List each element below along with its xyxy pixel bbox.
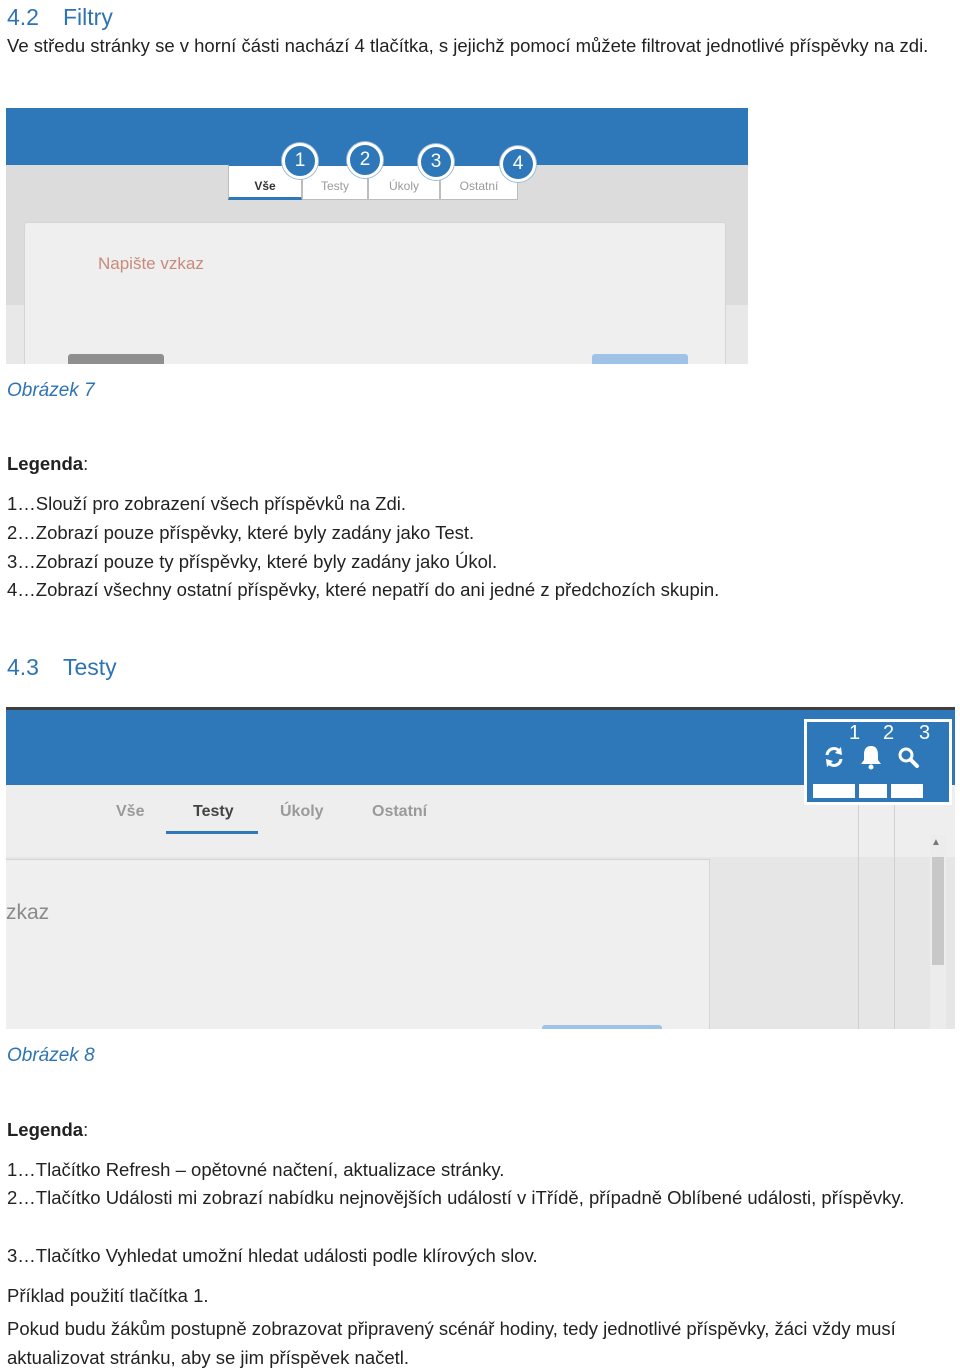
legend1-item: 3…Zobrazí pouze ty příspěvky, které byly zadány jako Úkol.	[7, 551, 498, 572]
legend2-item: 1…Tlačítko Refresh – opětovné načtení, aktualizace stránky.	[7, 1159, 505, 1180]
legend-title-2	[7, 1116, 88, 1145]
active-tab-underline	[166, 831, 258, 834]
search-button[interactable]	[891, 740, 925, 774]
icon-button-base	[859, 784, 887, 798]
legend2-item: 3…Tlačítko Vyhledat umožní hledat události podle klírových slov.	[7, 1245, 538, 1266]
legend1-item: 1…Slouží pro zobrazení všech příspěvků na Zdi.	[7, 493, 406, 514]
figure-caption-7: Obrázek 7	[7, 380, 95, 401]
legend-title-1	[7, 450, 88, 479]
tab-other[interactable]: Ostatní	[440, 164, 518, 200]
section-number: 4.3	[7, 654, 39, 680]
legend2-item: 2…Tlačítko Události mi zobrazí nabídku nejnovějších událostí v iTřídě, případně Oblíbené události, příspěvky.	[7, 1187, 905, 1208]
refresh-button[interactable]	[817, 740, 851, 774]
tab-all[interactable]: Vše	[116, 803, 145, 820]
badge-1: 1	[849, 722, 861, 744]
legend-label: Legenda	[7, 453, 84, 474]
badge-2: 2	[347, 142, 383, 178]
tab-all[interactable]: Vše	[228, 164, 302, 200]
tab-tests[interactable]: Testy	[193, 803, 234, 820]
partial-button-left	[68, 354, 164, 364]
filters-intro: Ve středu stránky se v horní části nachází 4 tlačítka, s jejichž pomocí můžete filtrovat jednotlivé příspěvky na zdi.	[7, 35, 929, 56]
tab-tasks[interactable]: Úkoly	[280, 803, 324, 820]
partial-button-right	[542, 1025, 662, 1029]
badge-4: 4	[500, 146, 536, 182]
section-title: Filtry	[63, 4, 113, 30]
badge-3: 3	[919, 722, 931, 744]
partial-button-right	[592, 354, 688, 364]
screenshot-header-icons	[6, 707, 955, 1029]
legend1-item: 2…Zobrazí pouze příspěvky, které byly zadány jako Test.	[7, 522, 475, 543]
section-number: 4.2	[7, 4, 39, 30]
legend-colon: :	[83, 1119, 89, 1140]
legend1-item: 4…Zobrazí všechny ostatní příspěvky, které nepatří do ani jedné z předchozích skupin.	[7, 579, 720, 600]
figure-caption-8: Obrázek 8	[7, 1045, 95, 1066]
section-title: Testy	[63, 654, 117, 680]
scroll-up-arrow-icon[interactable]: ▲	[931, 837, 941, 848]
header-icon-group	[804, 719, 952, 805]
tab-other[interactable]: Ostatní	[372, 803, 428, 820]
search-icon	[891, 740, 925, 774]
column-divider	[894, 785, 895, 1029]
icon-button-base	[891, 784, 923, 798]
legend-colon: :	[83, 453, 89, 474]
bell-icon	[854, 740, 888, 774]
composer-panel	[6, 859, 710, 1029]
tab-tasks[interactable]: Úkoly	[368, 164, 440, 200]
icon-button-base	[813, 784, 855, 798]
badge-2: 2	[883, 722, 895, 744]
example-title: Příklad použití tlačítka 1.	[7, 1285, 209, 1306]
legend-label: Legenda	[7, 1119, 84, 1140]
tab-tests[interactable]: Testy	[302, 164, 368, 200]
badge-3: 3	[418, 144, 454, 180]
example-text: Pokud budu žákům postupně zobrazovat připravený scénář hodiny, tedy jednotlivé příspěvky, žáci vždy musí aktualizovat stránku, aby se jim příspěvek načetl.	[7, 1318, 896, 1368]
badge-1: 1	[282, 143, 318, 179]
refresh-icon	[817, 740, 851, 774]
composer-panel	[24, 222, 726, 364]
screenshot-filter-tabs	[6, 108, 748, 364]
events-button[interactable]	[854, 740, 888, 774]
composer-placeholder: Napište vzkaz	[98, 254, 204, 273]
composer-placeholder-fragment: zkaz	[6, 901, 50, 924]
column-divider	[858, 785, 859, 1029]
scrollbar-thumb[interactable]	[932, 857, 944, 965]
section-heading-tests	[7, 652, 117, 682]
section-heading-filters	[7, 2, 113, 32]
